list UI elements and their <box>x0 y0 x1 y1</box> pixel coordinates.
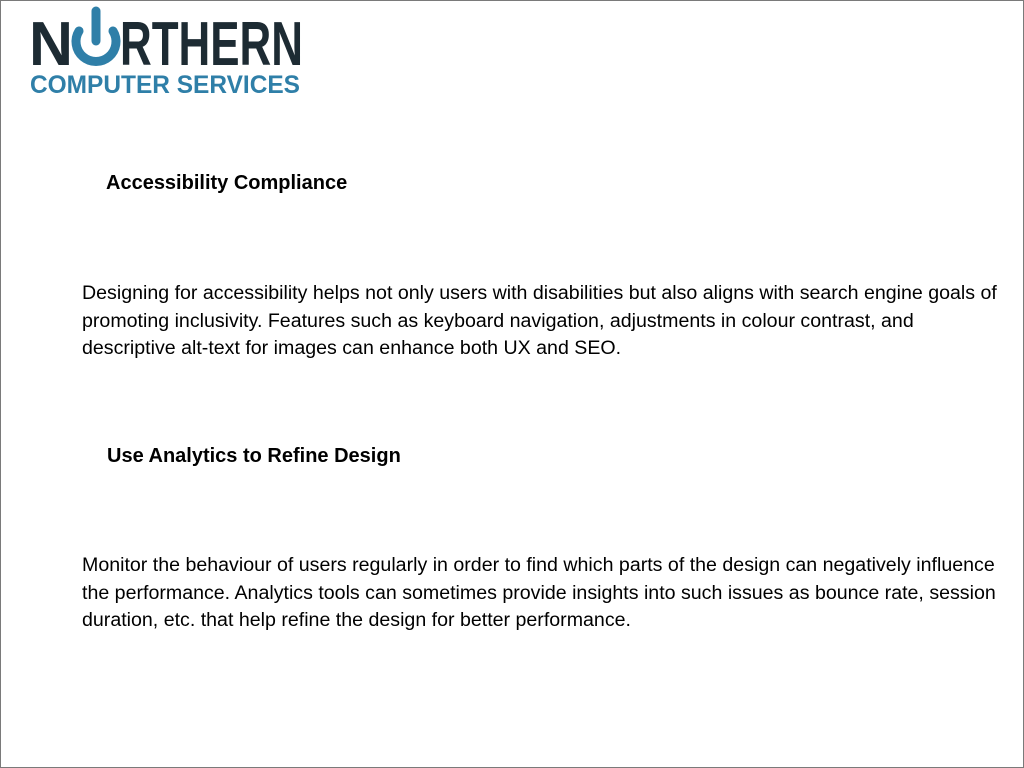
svg-text:N: N <box>29 10 73 79</box>
svg-text:RTHERN: RTHERN <box>120 10 303 79</box>
section-body-analytics: Monitor the behaviour of users regularly in order to find which parts of the design can negatively influence the performance. Analytics tools can sometimes provide insights into such issues as bounce rate, session duration, etc. that help refine the design for better performance. <box>82 554 996 631</box>
section-heading-accessibility: Accessibility Compliance <box>106 172 348 194</box>
section-body-accessibility: Designing for accessibility helps not only users with disabilities but also aligns with search engine goals of promoting inclusivity. Features such as keyboard navigation, adjustments in colour contrast, and descriptive alt-text for images can enhance both UX and SEO. <box>82 282 997 359</box>
northern-computer-services-logo <box>29 7 309 99</box>
svg-text:COMPUTER SERVICES: COMPUTER SERVICES <box>30 71 300 99</box>
power-icon <box>76 11 116 62</box>
section-heading-analytics: Use Analytics to Refine Design <box>107 445 401 467</box>
